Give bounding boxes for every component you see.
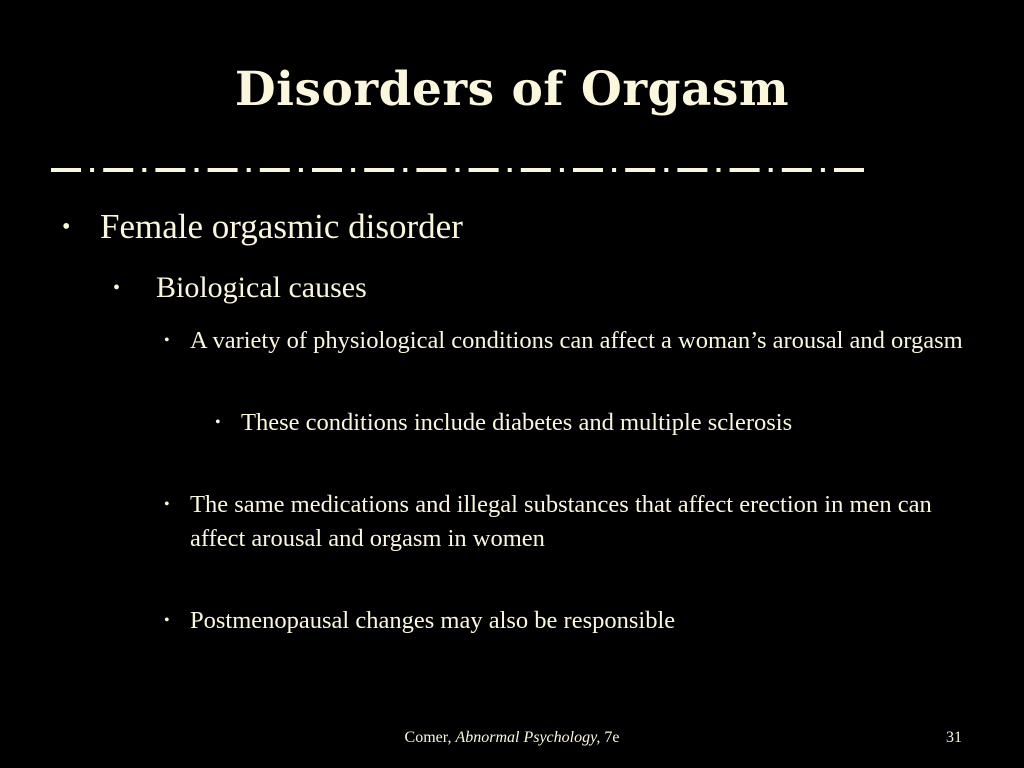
divider-dot bbox=[195, 168, 199, 172]
divider-dot bbox=[299, 168, 303, 172]
divider-dash bbox=[625, 168, 655, 172]
bullet-level2-biological-causes bbox=[113, 268, 963, 308]
bullet-text: A variety of physiological conditions can affect a woman’s arousal and orgasm bbox=[190, 327, 963, 354]
divider-dot bbox=[821, 168, 825, 172]
divider-dot bbox=[560, 168, 564, 172]
bullet-icon: • bbox=[164, 332, 170, 349]
bullet-level4-diabetes-ms bbox=[215, 406, 965, 440]
bullet-icon: • bbox=[164, 496, 170, 513]
divider-dot bbox=[247, 168, 251, 172]
divider-dash bbox=[573, 168, 603, 172]
bullet-level3-physiological-conditions bbox=[164, 324, 964, 358]
bullet-icon: • bbox=[215, 414, 221, 431]
slide-number: 31 bbox=[946, 729, 962, 746]
footer-citation bbox=[0, 728, 1024, 748]
divider-dot bbox=[90, 168, 94, 172]
divider-dash bbox=[834, 168, 864, 172]
bullet-text: Female orgasmic disorder bbox=[100, 207, 463, 246]
divider-dot bbox=[403, 168, 407, 172]
divider-dot bbox=[769, 168, 773, 172]
bullet-text: Postmenopausal changes may also be responsible bbox=[190, 607, 676, 634]
divider-dot bbox=[142, 168, 146, 172]
divider-dash bbox=[103, 168, 133, 172]
divider-dash bbox=[730, 168, 760, 172]
slide-title: Disorders of Orgasm bbox=[234, 62, 790, 117]
divider-dash bbox=[416, 168, 446, 172]
divider-dot bbox=[508, 168, 512, 172]
bullet-icon: • bbox=[62, 214, 71, 240]
footer-book-title: Abnormal Psychology, bbox=[455, 729, 601, 746]
bullet-text: Biological causes bbox=[156, 271, 367, 304]
bullet-text: The same medications and illegal substances that affect erection in men can affect arousal and orgasm in women bbox=[190, 491, 932, 552]
bullet-icon: • bbox=[164, 612, 170, 629]
divider-dash bbox=[51, 168, 81, 172]
divider-dash bbox=[521, 168, 551, 172]
divider-dash bbox=[782, 168, 812, 172]
bullet-level1-female-orgasmic-disorder bbox=[62, 204, 962, 250]
divider-dash bbox=[208, 168, 238, 172]
divider-dash bbox=[469, 168, 499, 172]
footer-author: Comer, bbox=[404, 729, 452, 746]
divider-dash bbox=[260, 168, 290, 172]
divider-dash bbox=[364, 168, 394, 172]
footer-edition: 7e bbox=[604, 729, 620, 746]
divider-dot bbox=[717, 168, 721, 172]
divider-dash bbox=[312, 168, 342, 172]
title-divider bbox=[51, 160, 973, 180]
divider-dot bbox=[612, 168, 616, 172]
bullet-text: These conditions include diabetes and multiple sclerosis bbox=[241, 409, 793, 436]
bullet-icon: • bbox=[113, 277, 121, 299]
bullet-level3-postmenopausal bbox=[164, 604, 964, 638]
divider-dash bbox=[677, 168, 707, 172]
bullet-level3-medications bbox=[164, 488, 964, 556]
divider-dot bbox=[456, 168, 460, 172]
divider-dash bbox=[155, 168, 185, 172]
divider-dot bbox=[351, 168, 355, 172]
divider-dot bbox=[664, 168, 668, 172]
